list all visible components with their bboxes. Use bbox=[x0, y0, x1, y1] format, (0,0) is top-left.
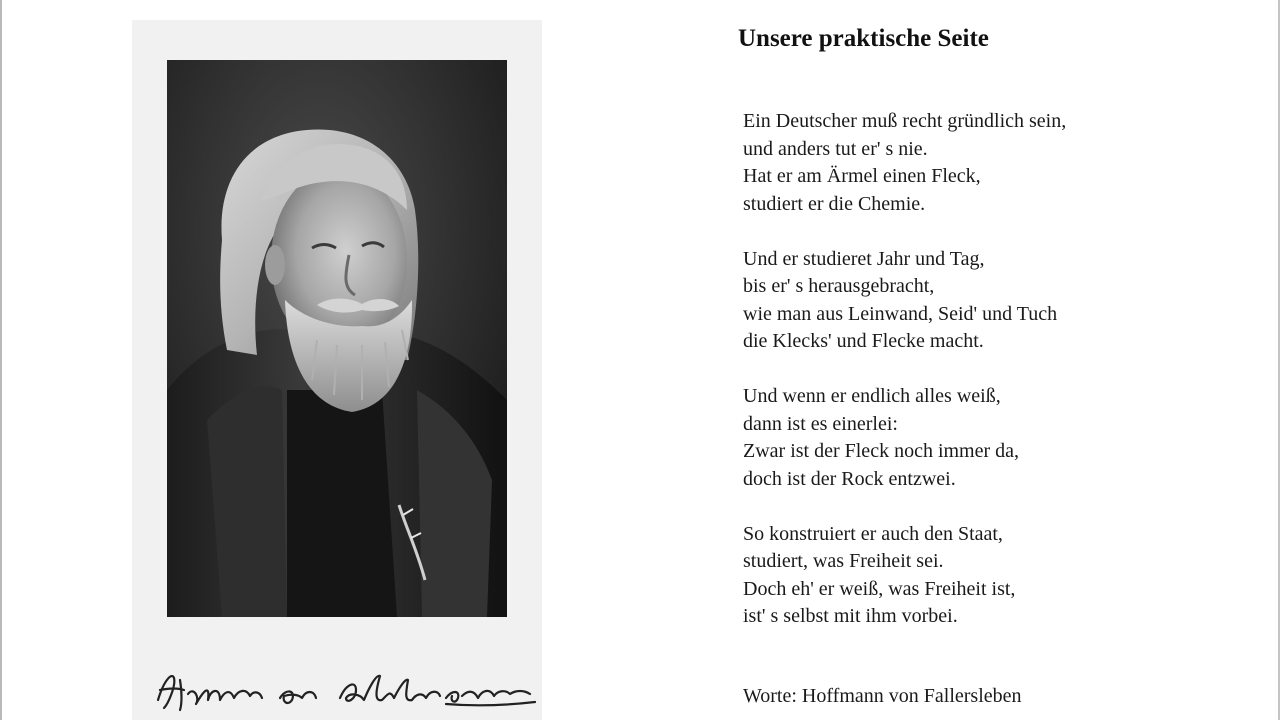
poem-line: studiert, was Freiheit sei. bbox=[743, 550, 944, 572]
poem-line: und anders tut er' s nie. bbox=[743, 137, 928, 160]
poem-line: Und er studieret Jahr und Tag, bbox=[743, 247, 985, 270]
stanza bbox=[743, 246, 1243, 356]
stanza bbox=[743, 521, 1243, 631]
poem-title: Unsere praktische Seite bbox=[738, 25, 989, 52]
poem-line: studiert er die Chemie. bbox=[743, 192, 926, 215]
poem-line: dann ist es einerlei: bbox=[743, 412, 898, 435]
signature-illustration bbox=[150, 660, 540, 720]
poem-line: Doch eh' er weiß, was Freiheit ist, bbox=[743, 577, 1016, 600]
portrait-photo bbox=[167, 60, 507, 617]
poem-line: bis er' s herausgebracht, bbox=[743, 275, 935, 297]
poem-line: doch ist der Rock entzwei. bbox=[743, 467, 956, 490]
poem-line: ist' s selbst mit ihm vorbei. bbox=[743, 605, 958, 627]
poem-line: die Klecks' und Flecke macht. bbox=[743, 330, 984, 352]
poem-line: Und wenn er endlich alles weiß, bbox=[743, 385, 1001, 407]
signature bbox=[150, 660, 540, 720]
poem-line: wie man aus Leinwand, Seid' und Tuch bbox=[743, 302, 1058, 325]
portrait-illustration bbox=[167, 60, 507, 617]
poem-line: Zwar ist der Fleck noch immer da, bbox=[743, 440, 1020, 462]
poem-line: Hat er am Ärmel einen Fleck, bbox=[743, 165, 981, 187]
poem bbox=[743, 108, 1243, 658]
photo-card bbox=[132, 20, 542, 720]
poem-line: So konstruiert er auch den Staat, bbox=[743, 522, 1003, 545]
stanza bbox=[743, 383, 1243, 493]
poem-credit: Worte: Hoffmann von Fallersleben bbox=[743, 685, 1022, 707]
poem-line: Ein Deutscher muß recht gründlich sein, bbox=[743, 110, 1067, 132]
page-border-left bbox=[0, 0, 2, 720]
stanza bbox=[743, 108, 1243, 218]
